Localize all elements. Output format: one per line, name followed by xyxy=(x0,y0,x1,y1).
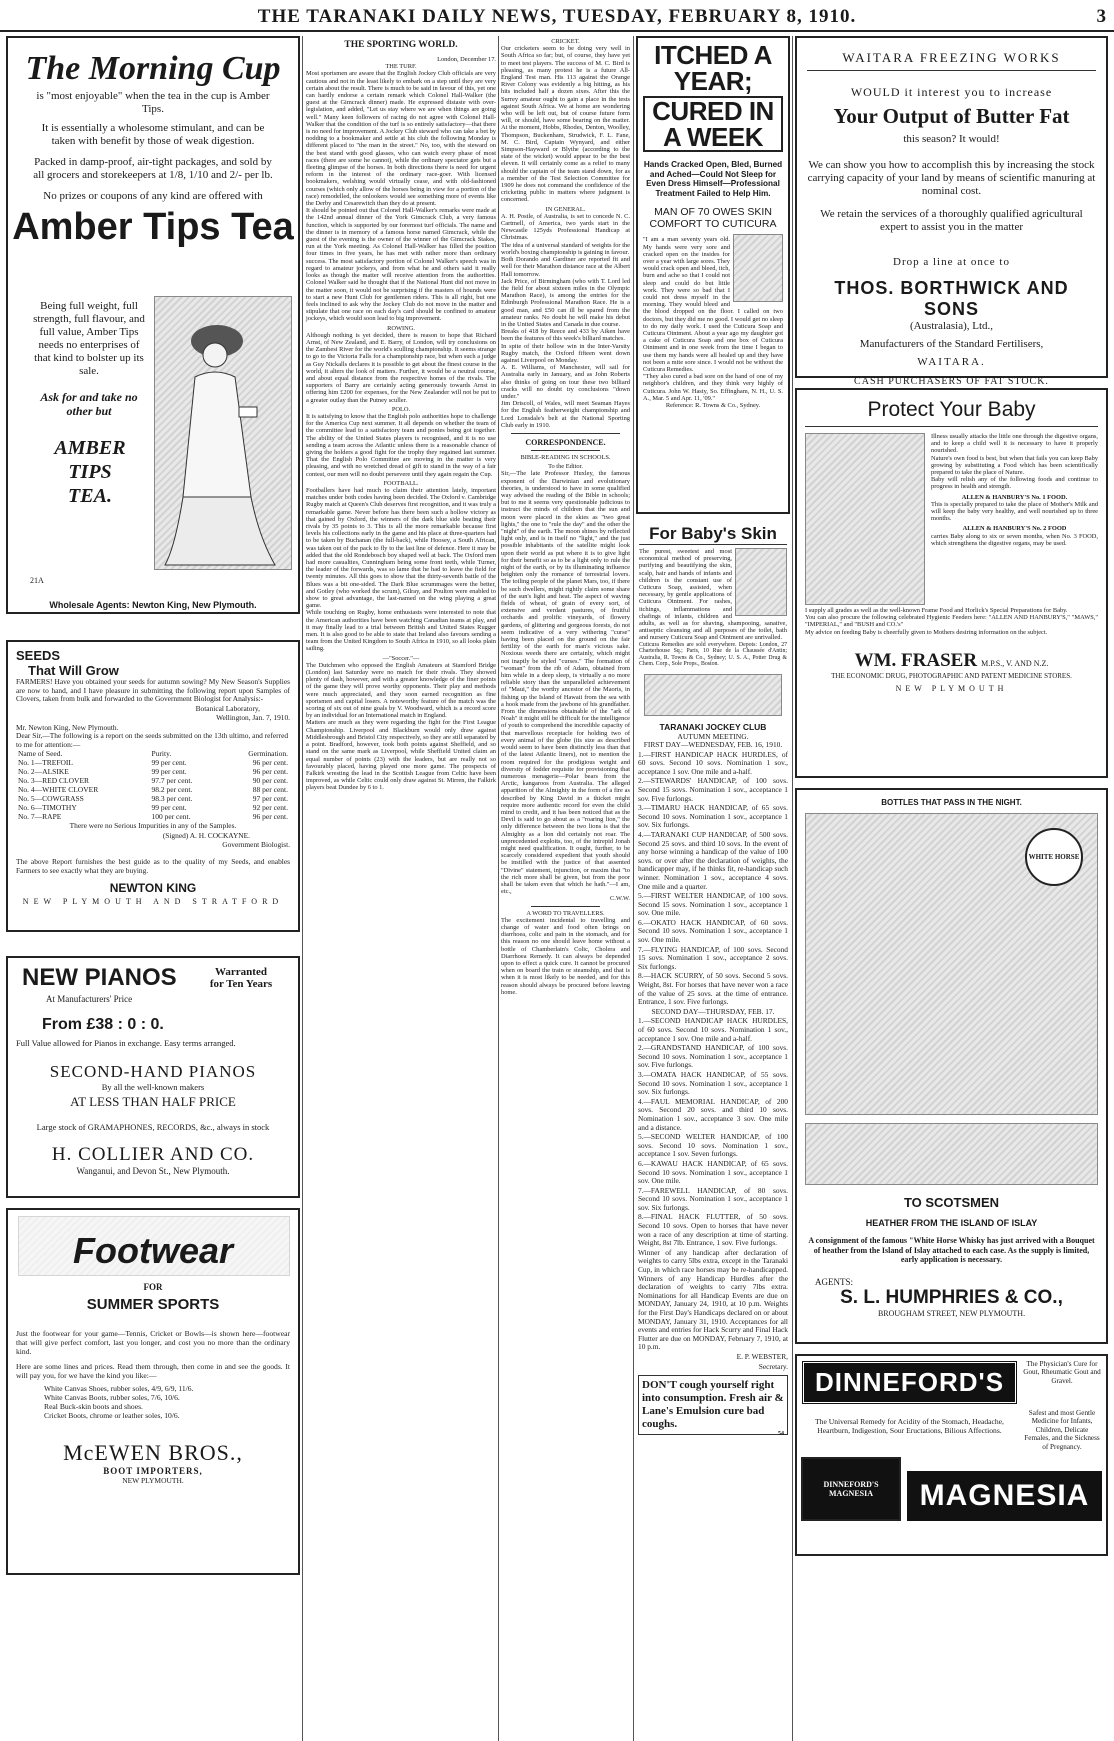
chemist-description: THE ECONOMIC DRUG, PHOTOGRAPHIC AND PATENT MEDICINE STORES. xyxy=(831,671,1072,680)
testimonial: "They also cured a bad sore on the hand of one of my neighbor's children, and they think very highly of Cuticura. John W. Hasty, So. Effingham, N. H., U. S. A., Mar. 5 and Apr. 11, '09." xyxy=(643,373,783,402)
ad-text: carries Baby along to six or seven months, when No. 3 FOOD, which strengthens the digestive organs, may be used. xyxy=(931,532,1098,547)
seeds-intro: FARMERS! Have you obtained your seeds for autumn sowing? My New Season's Supplies are now to hand, and I have pleasure in submitting the following report upon Samples of Clovers, taken from bulk and forwarded to the Government Biologist for Analysis:- xyxy=(16,677,290,704)
notice-subtitle: AUTUMN MEETING. xyxy=(677,732,749,742)
race-event: 8.—HACK SCURRY, of 50 sovs. Second 5 sovs. Weight, 8st. For horses that have never won a race of the value of 25 sovs. at the time of entrance. Entrance, 1 sov. Five furlongs. xyxy=(638,971,788,1007)
ad-text: My advice on feeding Baby is cheerfully given to Mothers desiring information on the subject. xyxy=(805,628,1048,636)
ad-text: Safest and most Gentle Medicine for Infants, Children, Delicate Females, and the Sickness of Pregnancy. xyxy=(1024,1409,1100,1451)
footwear-ad xyxy=(6,1208,300,1575)
letter-to: To the Editor. xyxy=(548,463,583,471)
ad-text: Drop a line at once to xyxy=(893,256,1010,268)
ad-text: The Universal Remedy for Acidity of the Stomach, Headache, Heartburn, Indigestion, Sour Eructations, Bilious Affections. xyxy=(815,1417,1004,1435)
brand-name: DINNEFORD'S xyxy=(801,1360,1018,1405)
seed-report-table xyxy=(16,749,290,821)
signature: (Signed) A. H. COCKAYNE. xyxy=(162,830,250,840)
ad-text: We retain the services of a thoroughly qualified agricultural expert to assist you in the matter xyxy=(820,208,1083,233)
ad-text: DON'T cough yourself right into consumption. Fresh air & Lane's Emulsion cure bad coughs. xyxy=(642,1379,784,1431)
subheading: ROWING. xyxy=(387,324,415,332)
ad-text: The Physician's Cure for Gout, Rheumatic Gout and Gravel. xyxy=(1023,1360,1101,1385)
ad-headline: SEEDS xyxy=(16,648,61,663)
ad-text: Cuticura Remedies are sold everywhere. Depots: London, 27 Charterhouse Sq.; Paris, 10 Rue de la Chaussée d'Antin; Australia, R. Towns & Co., Sydney; U. S. A., Potter Drug & Chem. Corp., Sole Props., Boston. xyxy=(639,641,787,668)
section-title: CORRESPONDENCE. xyxy=(525,437,606,447)
firm-address: BROUGHAM STREET, NEW PLYMOUTH. xyxy=(877,1308,1026,1318)
ad-headline: For Baby's Skin xyxy=(639,524,787,545)
baby-illustration xyxy=(805,433,925,605)
half-price: AT LESS THAN HALF PRICE xyxy=(70,1094,236,1109)
race-event: 2.—GRANDSTAND HANDICAP, of 100 sovs. Second 10 sovs. Nomination 1 sov., acceptance 1 sov. Five furlongs. xyxy=(638,1043,788,1070)
magnesia-bottle: DINNEFORD'S MAGNESIA xyxy=(801,1457,901,1521)
column-divider xyxy=(792,36,793,1741)
race-event: 4.—FAUL MEMORIAL HANDICAP, of 200 sovs. Second 20 sovs. and third 10 sovs. Nomination 1 sov., acceptance 3 sov. One mile and a distance. xyxy=(638,1096,788,1132)
seeds-ad xyxy=(6,640,300,932)
article-paragraph: The Dutchmen who opposed the English Amateurs at Stamford Bridge (London) last Saturday were no match for their rivals. They showed plenty of dash, however, and with a greater knowledge of the finer points of the game they will prove worthy opponents. Their play and methods were much appreciated, and they soon earned recognition as fine sportsmen and capital losers. A noteworthy feature of the match was the scoring of six out of nine goals by V. Woodward, which is a record score by an individual for an International match in England. xyxy=(306,661,496,720)
masthead xyxy=(0,0,1114,32)
gramophones-note: Large stock of GRAMAPHONES, RECORDS, &c., always in stock xyxy=(36,1122,270,1132)
column-divider xyxy=(633,36,634,1741)
ad-text: A consignment of the famous "White Horse Whisky has just arrived with a Bouquet of heather from the Island of Islay attached to each case. As the supply is limited, early application is necessary. xyxy=(808,1236,1095,1264)
race-event: 5.—SECOND WELTER HANDICAP, of 100 sovs. Second 10 sovs. Nomination 1 sov., acceptance 1 sov. Seven furlongs. xyxy=(638,1132,788,1159)
list-item: Real Buck-skin boots and shoes. xyxy=(44,1402,143,1411)
product-name: MAGNESIA xyxy=(907,1471,1102,1521)
second-hand-heading: SECOND-HAND PIANOS xyxy=(49,1062,257,1081)
race-event: 6.—KAWAU HACK HANDICAP, of 65 sovs. Second 10 sovs. Nomination 1 sov., acceptance 1 sov. One mile. xyxy=(638,1158,788,1186)
race-event: 8.—FINAL HACK FLUTTER, of 50 sovs. Second 10 sovs. Open to horses that have never won a race of any description at time of starting. Weight, 8st 7lb. Entrance, 1 sov. Five furlongs. xyxy=(638,1212,788,1248)
testimonial: "I am a man seventy years old. My hands were very sore and cracked open on the insides for over a year with large sores. They would crack open and bleed, itch, burn and ache so that I could not sleep and could do but little work. They were so bad that I could not dress myself in the morning. They would bleed and the blood dropped on the floor. I called on two doctors, but they did me no good. I would get no sleep to do my daily work. I used the Cuticura Soap and Cuticura Ointment. About a year ago my daughter got a cake of Cuticura Soap and one box of Cuticura Ointment and in one week from the time I began to use them my hands were all healed up and they have not been a mite sore since. I would not be without the Cuticura Remedies. xyxy=(643,236,783,374)
ad-text: Baby will relish any of the following foods and continue to progress in health and strength. xyxy=(931,476,1098,491)
race-event: 2.—STEWARDS' HANDICAP, of 100 sovs. Second 15 sovs. Nomination 1 sov., acceptance 1 sov. Five furlongs. xyxy=(638,776,788,803)
product-name: ALLEN & HANBURY'S No. 1 FOOD. xyxy=(961,493,1068,501)
article-paragraph: A. H. Postle, of Australia, is set to concede N. C. Cartmell, of America, two yards start in the Newcastle 125yds Professional Handicap at Christmas. xyxy=(501,212,630,242)
column-5 xyxy=(795,36,1108,1741)
table-row: No. 6—TIMOTHY 99 per cent. 92 per cent. xyxy=(18,803,288,813)
race-event: 5.—FIRST WELTER HANDICAP, of 100 sovs. Second 15 sovs. Nomination 1 sov., acceptance 1 sov. One mile. xyxy=(638,891,788,918)
salutation: Dear Sir,—The following is a report on the seeds submitted on the 13th ultimo, and referred to me for attention:— xyxy=(16,731,289,749)
waitara-freezing-ad xyxy=(795,36,1108,387)
white-horse-whisky-ad xyxy=(795,788,1108,1344)
pianos-ad xyxy=(6,956,300,1198)
ad-code: 54 xyxy=(778,1431,784,1438)
firm-description: Manufacturers of the Standard Fertilisers, xyxy=(859,338,1044,350)
race-event: 7.—FLYING HANDICAP, of 100 sovs. Second 15 sovs. Nomination 1 sov., acceptance 2 sovs. Six furlongs. xyxy=(638,944,788,971)
ad-text: It is essentially a wholesome stimulant, and can be taken with benefit by those of weak digestion. xyxy=(41,122,265,147)
list-item: White Canvas Shoes, rubber soles, 4/9, 6/9, 11/6. xyxy=(44,1384,194,1393)
woman-illustration-icon xyxy=(155,297,291,569)
ad-text: This is specially prepared to take the place of Mother's Milk and will keep the baby very healthy, and well nourished up to three months. xyxy=(931,500,1098,523)
footwear-list xyxy=(44,1384,290,1420)
chemist-name: WM. FRASER M.P.S., V. AND N.Z. xyxy=(854,649,1049,671)
makers-note: By all the well-known makers xyxy=(101,1082,205,1092)
firm-name: S. L. HUMPHRIES & CO., xyxy=(840,1286,1063,1308)
baby-skin-ad xyxy=(636,524,790,668)
race-event: 1.—FIRST HANDICAP HACK HURDLES, of 60 sovs. Second 10 sovs. Nomination 1 sov., acceptance 1 sov. One mile and a-half. xyxy=(638,749,788,776)
firm-address: Wanganui, and Devon St., New Plymouth. xyxy=(76,1166,230,1176)
column-1 xyxy=(6,36,300,1741)
ad-subheadline: That Will Grow xyxy=(28,663,119,678)
secretary-title: Secretary. xyxy=(758,1361,788,1371)
table-header: Name of Seed. Purity. Germination. xyxy=(18,749,288,759)
subheading: CRICKET. xyxy=(551,38,580,45)
ad-question: WOULD it interest you to increase xyxy=(850,85,1053,99)
secretary-name: E. P. WEBSTER, xyxy=(736,1351,788,1361)
firm-ltd: (Australasia), Ltd., xyxy=(909,320,994,332)
ad-text: Being full weight, full strength, full flavour, and full value, Amber Tips needs no enterprises of that kind to bolster up its sale. xyxy=(33,300,145,377)
merchant-name: NEWTON KING xyxy=(109,881,197,896)
firm-town: WAITARA. xyxy=(917,356,986,368)
illustration-caption: BOTTLES THAT PASS IN THE NIGHT. xyxy=(881,798,1022,807)
ad-text: this season? It would! xyxy=(903,133,1000,145)
subheading: IN GENERAL. xyxy=(545,205,586,213)
article-paragraph: It should be pointed out that Colonel Hall-Walker's remarks were made at the 142nd annual dinner of the York Gimcrack Club, a very famous function, which is supported by our foremost turf officials. The name and the dinner is in memory of a famous horse named Gimcrack, while the guest of the evening is the owner of the winner of the Gimcrack Stakes, run at the York meeting. As Colonel Hall-Walker has filled the position four times in five years, he has met with rather more than ordinary success. The most satisfactory portion of Colonel Walker's speech was in regard to amateur jockeys, and from what he and others said it really looks as though the matter will receive attention from the authorities. Colonel Walker said he thought that if the National Hunt did not move in the matter soon, it would not be surprising if the masters of hounds were to start a new Hunt Club for gentlemen riders. This is all right, but one feels inclined to ask why the Jockey Club do not move in the matter and stipulate that one race on each day's card should be confined to amateur jockeys, which would soon lead to big improvement. xyxy=(306,207,496,323)
letter-body: Sir,—The late Professor Huxley, the famous exponent of the Darwinian and evolutionary theories, is understood to have in some qualified way advised the reading of the Bible in schools; but to me it seems very questionable judicious to instruct the minds of children that the sun and moon were placed in the skies as "two great lights," the one to "rule the day" and the other the "night" of the earth. The moon shines by reflected light only, and is in itself no "light," and the just possible inhabitants of the satellite might look upon their world as put where it is to give light for their benefit so as to be a light only to rule the night of the earth, or by its illuminating influence heighten only the romance of terrestrial lovers. The toiling people of the planet Mars, too, if there be such dwellers, might rightly claim some share of the sun's light and heat. The aspect of waving fields of wheat, of grain of every sort, of extensive and verdant pastures, of fruitful orchards and prolific vineyards, of flowery gardens, of glittering and gorgeous forests, do not seem indicative of a very withering "curse" having been placed on the ground on the fair fertility of the earth for man's vicious sake. Noxious weeds there are certainly, which might not inaptly be styled "curses." The formation of "woman" from the rib of Adam, obtained from him while in a deep sleep, is virtually a no more reliable story than the unparalleled achievement of "Maui," the worthy ancestor of the Maoris, in fishing up the Island of Hawaii from the sea with a hook made from the jawbone of his grandfather. From the dimensions obtainable of the "ark of Noah" it might still be difficult for the intelligence of youth to comprehend the incredible capacity of that marvellous receptacle for holding two of every animal of the globe (its size as described would seem to have been distinctly less than that of the latest Atlantic liners), not to mention the room required for the prodigious weight and diversity of fodder requisite for provisioning that numerous menagerie—Polar bears from the Arctic, kangaroos from Australia. The alleged apparition of the Almighty in the form of a fire as described by King David in a thicket might require more authentic record for even the child mind to credit, and it has been noticed that as the Devil is said to go about as a "roaring lion," the only difference between the two lions is that the Almighty as a lion did certainly not roar. The unprecedented exploits, too, of the intrepid Jonah might need qualification. It ought, further, to be scarcely considered expedient that youth should be instilled with the justice of that assented "Divine" statement, injunction, or maxim that "to the rich more shall be given, but from the poor shall be taken even that which he hath."—I am, etc., xyxy=(501,470,630,896)
table-row: No. 2—ALSIKE 99 per cent. 96 per cent. xyxy=(18,767,288,777)
article-paragraph: Most sportsmen are aware that the English Jockey Club officials are very cautious and not in the least likely to embark on a step until they are very certain about the result. There is much to be said in favour of this, yet one can hardly endorse a certain remark which Colonel Hall-Walker (the guest at the Gimcrack dinner) made. He expressed distaste with over-legislation, and added, "Let us stay where we are when things are going well." Many keen followers of racing do not agree with Colonel Hall-Walker that the condition of the turf is so entirely satisfactory—that there is no need for improvement. A Jockey Club steward who can take a bet by nodding to a bookmaker and settle at his club the following Monday is different placed to "the man in the street." No, too, with the steward on the best stand with good glasses, who can watch every phase of most races (there are some he cannot), while the ordinary spectator gets but a fleeting glimpse of the horses. In both directions there is need for urgent reform in the interest of the ordinary race-goer. With licensed bookmakers, welshing would virtually cease, and with old-fashioned courses (which only allow of the horses being in view for a portion of the race) remodelled, the onlookers would see something more of events like the Derby and Cesarewitch than they do at present. xyxy=(306,70,496,208)
table-row: No. 1—TREFOIL 99 per cent. 96 per cent. xyxy=(18,758,288,768)
ad-headline: Footwear xyxy=(72,1230,233,1271)
protect-baby-ad xyxy=(795,388,1108,778)
ad-headline: The Morning Cup xyxy=(25,50,281,87)
product-name: ALLEN & HANBURY'S No. 2 FOOD xyxy=(962,525,1067,533)
ad-ask: Ask for and take no other but xyxy=(40,390,138,418)
subheading: A WORD TO TRAVELLERS. xyxy=(526,909,605,917)
ad-subheadline: SUMMER SPORTS xyxy=(86,1296,220,1313)
table-row: No. 7—RAPE 100 per cent. 96 per cent. xyxy=(18,812,288,822)
section-title: THE SPORTING WORLD. xyxy=(344,40,458,50)
price: From £38 : 0 : 0. xyxy=(42,1016,164,1033)
column-divider xyxy=(302,36,303,1741)
article-paragraph: A. E. Williams, of Manchester, will sail for Australia early in January, and as John Roberts also thinks of going on tour these two billiard cracks will no doubt try conclusions "down under." xyxy=(501,364,630,400)
ad-text: Nature's own food is best, but when that fails you can keep Baby growing by substituting a Food which has been scientifically prepared to take the place of Nature. xyxy=(931,454,1098,477)
subheading: THE TURF. xyxy=(385,63,417,71)
warranty: Warranted for Ten Years xyxy=(209,966,273,990)
article-paragraph: Footballers have had much to claim their attention lately, important matches under both codes having been decided. The Oxford v. Cambridge Rugby match at Queen's Club deserves first recognition, and it was truly a remarkable game. Never before has there been such a hollow victory as that gained by Oxford, the winners of the dark blue side beating their rivals by 35 points to 3. This is all the more remarkable because first levels his collections early in the game and his place at three-quarters had to be taken by Buchanan (the full-back), while Hoosey, a South African, was taken out of the pack to fly to the last line of defence. Here it may be added that the old Rondebosch boy shaped well at back. The Oxford men had more casualties, Cunningham being some front teeth, while Turner, the leader of the forwards, was so lame that he had to leave the field for twenty minutes. All this goes to show that the thirty-seventh battle of the Blues was a bit one-sided. The Dark Blue scrummages were the better, and Gotley (who worked the scrum), Gilray, and Poulton were enabled to show to great advantage, the last-named on the wing playing a great game. xyxy=(306,486,496,610)
article-paragraph: The excitement incidental to travelling and change of water and food often brings on diarrhoea, colic and pain in the stomach, and for this reason no one should leave home without a bottle of Chamberlain's Colic, Cholera and Diarrhoea Remedy. It can always be depended upon to effect a quick cure. It cannot be procured when on board the train or steamship, and that is when it is most likely to be needed, and for this reason should always be procured before leaving home. xyxy=(501,916,630,996)
racehorse-illustration xyxy=(644,674,782,716)
newspaper-title: THE TARANAKI DAILY NEWS, TUESDAY, FEBRUARY 8, 1910. xyxy=(257,6,857,27)
dateline: London, December 17. xyxy=(437,56,496,63)
tea-can-label: AMBER TIPS TEA. xyxy=(54,437,126,507)
ad-text: You can also procure the following celebrated Hygienic Feeders here: "ALLEN AND HANBURY'S," "MAWS," "IMPERIAL," and "BUSH and CO.'s" xyxy=(805,614,1098,629)
list-item: White Canvas Boots, rubber soles, 7/6, 10/6. xyxy=(44,1393,180,1402)
notice-terms: Winner of any handicap after declaration of weights to carry 5lbs extra, except in the Taranaki Cup, in which race horses may be re-handicapped. Winners of any Handicap Hurdles after the declaration of weights to carry 7lbs extra. Nominations for all Handicap Events are due on MONDAY, January 24, 1910, at 10 p.m. Weights for the First Day's Handicaps declared on or about MONDAY, January 31, 1910. Acceptances for all events and entries for Hack Scurry and Final Hack Flutter are due on MONDAY, February 7, 1910, at 10 p.m. xyxy=(638,1247,788,1352)
baby-illustration xyxy=(735,548,787,616)
reference: Reference: R. Towns & Co., Sydney. xyxy=(665,402,761,410)
article-paragraph: Although nothing is yet decided, there is reason to hope that Richard Arnst, of New Zealand, and E. Barry, of London, will try conclusions on the Zambesi River for the world's sculling championship. It seems strange to go to the Victoria Falls for a championship race, but when such a judge as Guy Nickalls declares it is possible to get about the finest course in the world, it alters the look of matters. Further, it would be a neutral course, and about equal distance from the respective homes of the rivals. The supporters of Barry are certainly acting generously towards Arnst in offering him £200 for expenses, for the New Zealander will not be put to a greater outlay than the Putney sculler. xyxy=(306,331,496,404)
letter-signoff: C.W.W. xyxy=(610,895,630,903)
column-2 xyxy=(306,36,496,1741)
landscape-illustration xyxy=(805,1123,1098,1185)
article-paragraph: The idea of a universal standard of weights for the world's boxing championship is gaining in favour. xyxy=(501,241,630,256)
subheading: POLO. xyxy=(391,405,411,413)
page-number: 3 xyxy=(1096,6,1106,27)
ad-subheadline: HEATHER FROM THE ISLAND OF ISLAY xyxy=(865,1218,1038,1228)
woman-with-teacup-illustration xyxy=(154,296,292,570)
ad-text: Here are some lines and prices. Read them through, then come in and see the goods. It will pay you, for we have the kind you like:— xyxy=(16,1362,290,1380)
firm-purchasers: CASH PURCHASERS OF FAT STOCK. xyxy=(854,376,1049,387)
ad-text: Packed in damp-proof, air-tight packages, and sold by all grocers and storekeepers at 1/8, 1/10 and 2/- per lb. xyxy=(33,156,273,181)
firm-type: BOOT IMPORTERS, xyxy=(103,1466,203,1476)
chemist-town: NEW PLYMOUTH xyxy=(895,683,1008,693)
article-paragraph: Breaks of 418 by Reece and 433 by Aiken have been the features of this week's billiard matches. xyxy=(501,328,630,343)
subheading: —"Soccer."— xyxy=(382,654,420,662)
race-event: 6.—OKATO HACK HANDICAP, of 60 sovs. Second 10 sovs. Nomination 1 sov., acceptance 1 sov. One mile. xyxy=(638,917,788,945)
firm-name: McEWEN BROS., xyxy=(63,1440,243,1465)
article-paragraph: It is satisfying to know that the English polo authorities hope to challenge for the America Cup next summer. It all depends on whether the team of the committee lead to a satisfactory team and ponies being got together. The ability of the United States players is recognised, and it is no use sending a team across the Atlantic unless there is a reasonable chance of giving the holders a good fight for the trophy they regained last summer. That the English Polo Committee are moving in the matter is very pleasing, and with no wretched dread of gift to stand in the way of a fair contest, our men will no doubt persevere until they again regain the Cup. xyxy=(306,412,496,478)
jockey-club-notice xyxy=(636,722,790,1371)
man-portrait-illustration xyxy=(733,234,783,302)
cuticura-itch-ad xyxy=(636,36,790,514)
ad-headline: CURED IN A WEEK xyxy=(643,96,783,152)
race-event: 3.—OMATA HACK HANDICAP, of 55 sovs. Second 10 sovs. Nomination 1 sov., acceptance 1 sov. Six furlongs. xyxy=(638,1069,788,1097)
ad-text: I supply all grades as well as the well-known Frame Food and Horlick's Special Preparations for Baby. xyxy=(805,607,1068,614)
firm-name: THOS. BORTHWICK AND SONS xyxy=(834,278,1069,319)
bottles-aeroplane-illustration xyxy=(805,813,1098,1115)
ad-for: FOR xyxy=(143,1282,163,1292)
table-row: No. 5—COWGRASS 98.3 per cent. 97 per cent. xyxy=(18,794,288,804)
price-note: At Manufacturers' Price xyxy=(46,994,133,1004)
race-event: 1.—SECOND HANDICAP HACK HURDLES, of 60 sovs. Second 10 sovs. Nomination 1 sov., acceptance 1 sov. One mile and a-half. xyxy=(638,1016,788,1043)
addressee: Mr. Newton King, New Plymouth. xyxy=(16,722,119,732)
letter-title: BIBLE-READING IN SCHOOLS. xyxy=(520,453,611,461)
race-event: 4.—TARANAKI CUP HANDICAP, of 500 sovs. Second 25 sovs. and third 10 sovs. In the event of any horse winning a handicap of the value of 100 sovs. or over after the declaration of weights, the handicapper may, if he thinks fit, re-handicap such winner. Nomination 1 sov., acceptance 4 sovs. One mile and a quarter. xyxy=(638,829,788,891)
article-paragraph: While touching on Rugby, home enthusiasts were interested to note that the American authorities have been watching Canadian teams at play, and it may finally lead to a trial between British and United States Rugger men. It is also good to be able to state that Ireland also favours sending a team from the United Kingdom to South Africa in 1910, so all looks plain sailing. xyxy=(306,609,496,653)
notice-title: TARANAKI JOCKEY CLUB xyxy=(659,722,767,733)
ad-headline: Protect Your Baby xyxy=(805,394,1098,427)
race-event: 7.—FAREWELL HANDICAP, of 80 sovs. Second 10 sovs. Nomination 1 sov., acceptance 1 sov. Six furlongs. xyxy=(638,1185,788,1212)
article-paragraph: Both Dorando and Gardiner are reported fit and well for their Marathon distance race at the Albert Hall tomorrow. xyxy=(501,256,630,278)
article-paragraph: Jim Driscoll, of Wales, will meet Seaman Hayes for the English featherweight championship and Lord Lonsdale's belt at the National Sporting Club early in 1910. xyxy=(501,400,630,429)
ad-text: No prizes or coupons of any kind are offered with xyxy=(43,190,263,202)
day-heading: SECOND DAY—THURSDAY, FEB. 17. xyxy=(651,1006,775,1016)
ad-subheadline: Your Output of Butter Fat xyxy=(833,104,1070,128)
article-paragraph: In spite of their hollow win in the Inter-Varsity Rugby match, the Oxford fifteen went down against Liverpool on Monday. xyxy=(501,342,630,364)
ad-code: 21A xyxy=(30,576,44,585)
merchant-towns: NEW PLYMOUTH AND STRATFORD xyxy=(22,897,284,907)
table-row: No. 3—RED CLOVER 97.7 per cent. 90 per cent. xyxy=(18,776,288,786)
lab-name: Botanical Laboratory, xyxy=(195,703,260,713)
subheading: FOOTBALL. xyxy=(383,479,419,487)
column-divider xyxy=(498,36,499,1741)
lanes-emulsion-ad xyxy=(638,1375,788,1438)
seeds-footer: The above Report furnishes the best guide as to the quality of my Seeds, and enables Farmers to see exactly what they are buying. xyxy=(16,856,290,875)
ad-headline: WAITARA FREEZING WORKS xyxy=(807,50,1096,71)
brand-name: Amber Tips Tea xyxy=(12,206,294,248)
firm-town: NEW PLYMOUTH. xyxy=(122,1476,184,1485)
ad-subheadline: MAN OF 70 OWES SKIN COMFORT TO CUTICURA xyxy=(649,206,777,231)
ad-tagline: is "most enjoyable" when the tea in the cup is Amber Tips. xyxy=(36,90,270,115)
article-paragraph: Matters are much as they were regarding the fight for the First League Championship. Liverpool and Blackburn would only draw against Middlesbrough and Bristol City respectively, so they are still separated by a point. Bradford, however, took both points against Sheffield, and so stand on the same mark as Liverpool, while Sheffield United claim an equal number of points (23) with the leaders, but are really not so favourably placed, having played one more game. The prospects of Falkirk wresting the lead in the Scottish League from Celtic have been improved, as while Celtic could only draw against St. Mirren, the Falkirk players beat Dundee by 6 to 1. xyxy=(306,719,496,792)
article-paragraph: Jack Price, of Birmingham (who with T. Lord led the field for about sixteen miles in the Olympic Marathon Race), is among the entries for the Edinburgh Professional Marathon Race. He is a good man, and £50 can ill be spared from the amateur ranks. No doubt he will make his debut in the United States and Canada in due course. xyxy=(501,277,630,328)
column-4 xyxy=(636,36,790,1741)
signature-title: Government Biologist. xyxy=(222,840,290,850)
firm-name: H. COLLIER AND CO. xyxy=(51,1144,255,1165)
agents-label: AGENTS: xyxy=(815,1276,853,1287)
ad-subheadline: Hands Cracked Open, Bled, Burned and Ached—Could Not Sleep for Even Dress Himself—Professional Treatment Failed to Help Him. xyxy=(643,160,783,198)
wholesale-agents: Wholesale Agents: Newton King, New Plymouth. xyxy=(49,600,257,610)
article-paragraph: Our cricketers seem to be doing very well in South Africa so far; but, of course, they have yet to meet test players. The success of M. C. Bird is pleasing, as many protest he is a future All-England Test man. His 113 against the Orange River Colony was evidently a big hitting, as his hits included half a dozen sixes. After this the Surrey amateur ought to gain a place in the tests against South Africa. We at home are wondering who will be left out, but of course future form will, or should, have some bearing on the matter. At the moment, Hobbs, Rhodes, Denton, Woolley, Thompson, Buckenham, Strudwick, F. L. Fane, M. C. Bird, Captain Wynyard, and either Simpson-Hayward or Blythe (according to the state of the wicket) would appear to be the best eleven. It will certainly come as a relief to many should the captain of the team stand down, for as a member of the Test Selection Committee for 1909 he does not command the confidence of the cricketing public in matters where judgment is concerned. xyxy=(501,45,630,204)
dinnefords-magnesia-ad xyxy=(795,1354,1108,1556)
white-horse-label: WHITE HORSE xyxy=(1025,828,1083,886)
lab-date: Wellington, Jan. 7, 1910. xyxy=(216,713,290,723)
ad-text: We can show you how to accomplish this by increasing the stock carrying capacity of your land by means of scientific manuring at nominal cost. xyxy=(807,159,1096,197)
morning-cup-ad xyxy=(6,36,300,614)
ad-headline: ITCHED A YEAR; xyxy=(654,40,772,96)
list-item: Cricket Boots, chrome or leather soles, 10/6. xyxy=(44,1411,180,1420)
day-heading: FIRST DAY—WEDNESDAY, FEB. 16, 1910. xyxy=(643,740,783,750)
ad-text: Illness usually attacks the little one through the digestive organs, and to keep a child well it is necessary to have it properly nourished. xyxy=(931,433,1098,455)
seeds-note: There were no Serious Impurities in any of the Samples. xyxy=(69,821,237,831)
ad-text: Just the footwear for your game—Tennis, Cricket or Bowls—is shown here—footwear that will give perfect comfort, last you longer, and cost you no more than the ordinary kind. xyxy=(16,1329,290,1356)
ad-headline: NEW PIANOS xyxy=(22,964,177,991)
ad-text: The purest, sweetest and most economical method of preserving, purifying and beautifying the skin, scalp, hair and hands of infants and children is the constant use of Cuticura Soap, assisted, when necessary, by gentle applications of Cuticura Ointment. For rashes, itchings, inflammations and chafings of infants, children and adults, as well as for shaving, shampooing, sanative, antiseptic cleansing and all purposes of the toilet, bath and nursery Cuticura Soap and Ointment are unrivalled. xyxy=(639,548,787,642)
race-event: 3.—TIMARU HACK HANDICAP, of 65 sovs. Second 10 sovs. Nomination 1 sov., acceptance 1 sov. Six furlongs. xyxy=(638,803,788,830)
column-3 xyxy=(501,36,630,1741)
exchange-note: Full Value allowed for Pianos in exchange. Easy terms arranged. xyxy=(16,1038,236,1048)
table-row: No. 4—WHITE CLOVER 98.2 per cent. 88 per cent. xyxy=(18,785,288,795)
ad-headline: TO SCOTSMEN xyxy=(903,1195,1000,1210)
